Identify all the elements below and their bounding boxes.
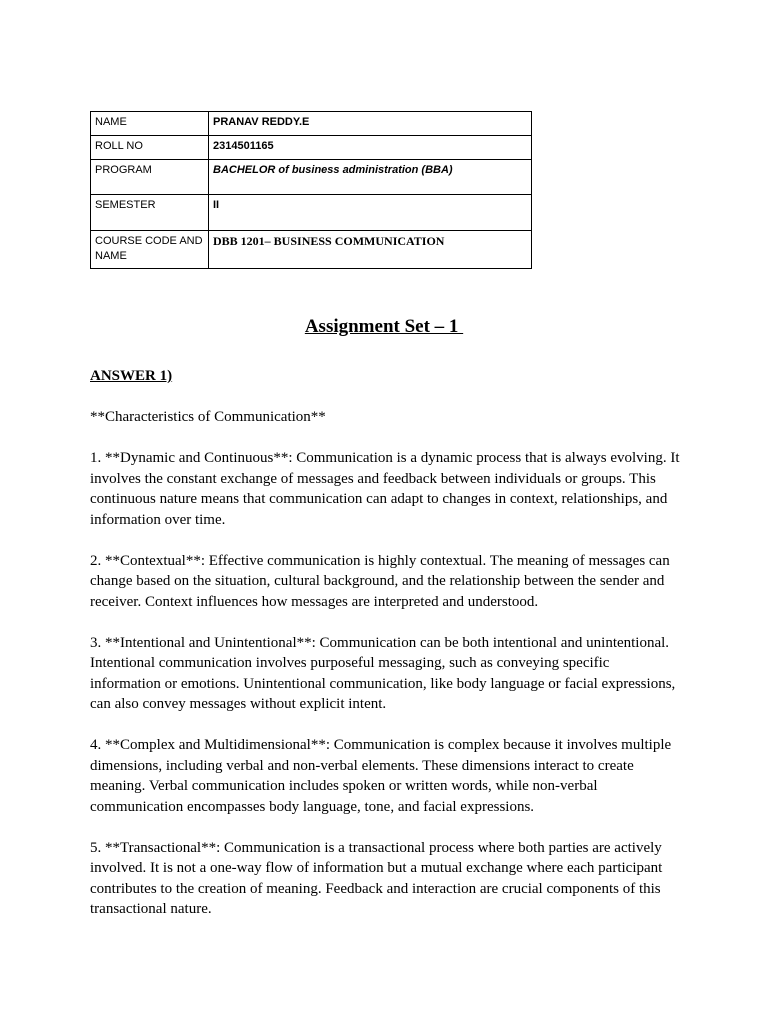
paragraph: 2. **Contextual**: Effective communication is highly contextual. The meaning of messages can change based on the situation, cultural background, and the relationship between the sender and receiver. Context influences how messages are interpreted and understood. xyxy=(90,552,670,610)
program-label: PROGRAM xyxy=(91,160,209,195)
assignment-title: Assignment Set – 1 xyxy=(304,316,464,337)
table-row xyxy=(91,231,532,269)
table-row xyxy=(91,136,532,160)
paragraph: 1. **Dynamic and Continuous**: Communication is a dynamic process that is always evolving. It involves the constant exchange of messages and feedback between individuals or groups. This continuous nature means that communication can adapt to changes in context, relationships, and information over time. xyxy=(90,450,680,528)
table-row xyxy=(91,112,532,136)
answer-heading: ANSWER 1) xyxy=(90,368,173,384)
program-value: BACHELOR of business administration (BBA) xyxy=(209,160,532,195)
semester-value: II xyxy=(209,195,532,231)
name-value: PRANAV REDDY.E xyxy=(209,112,532,136)
semester-label: SEMESTER xyxy=(91,195,209,231)
table-row xyxy=(91,195,532,231)
document-body xyxy=(90,366,680,940)
course-value: DBB 1201– BUSINESS COMMUNICATION xyxy=(209,231,532,269)
table-row xyxy=(91,160,532,195)
section-heading: **Characteristics of Communication** xyxy=(90,409,326,425)
roll-no-value: 2314501165 xyxy=(209,136,532,160)
student-info-table xyxy=(90,111,532,269)
paragraph: 5. **Transactional**: Communication is a transactional process where both parties are actively involved. It is not a one-way flow of information but a mutual exchange where each participant contributes to the creation of meaning. Feedback and interaction are crucial components of this transactional nature. xyxy=(90,839,663,917)
paragraph: 4. **Complex and Multidimensional**: Communication is complex because it involves multiple dimensions, including verbal and non-verbal elements. These dimensions interact to create meaning. Verbal communication includes spoken or written words, while non-verbal communication encompasses body language, tone, and facial expressions. xyxy=(90,737,672,815)
course-label: COURSE CODE AND NAME xyxy=(91,231,209,269)
paragraph: 3. **Intentional and Unintentional**: Communication can be both intentional and unintentional. Intentional communication involves purposeful messaging, such as conveying specific information or emotions. Unintentional communication, like body language or facial expressions, can also convey messages without explicit intent. xyxy=(90,634,676,712)
name-label: NAME xyxy=(91,112,209,136)
roll-no-label: ROLL NO xyxy=(91,136,209,160)
